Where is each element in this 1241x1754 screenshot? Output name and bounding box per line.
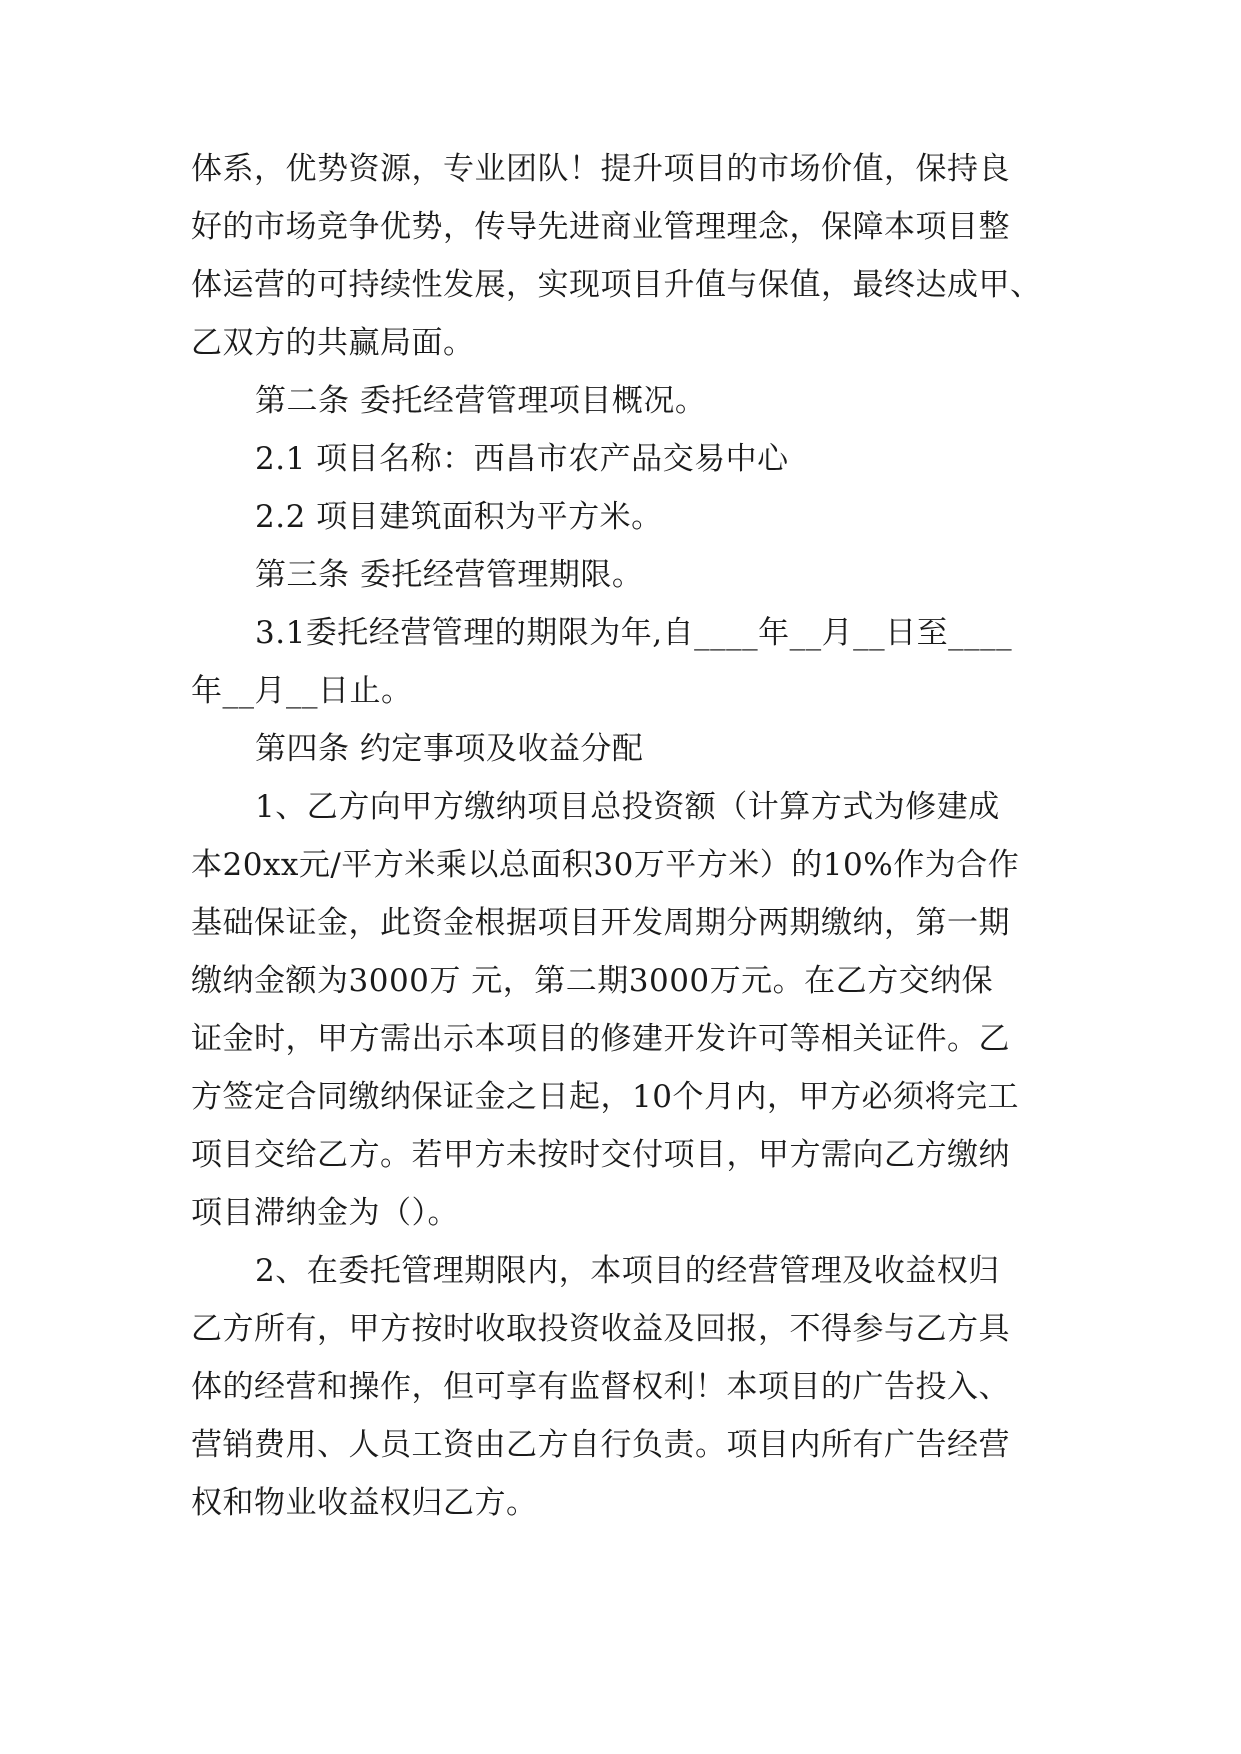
paragraph-line: 1、乙方向甲方缴纳项目总投资额（计算方式为修建成 (255, 789, 1000, 825)
paragraph-line: 体的经营和操作，但可享有监督权利！本项目的广告投入、 (191, 1369, 1010, 1405)
paragraph-line: 缴纳金额为3000万 元，第二期3000万元。在乙方交纳保 (191, 963, 994, 999)
paragraph-line: 体运营的可持续性发展，实现项目升值与保值，最终达成甲、 (191, 267, 1042, 303)
paragraph-line: 证金时，甲方需出示本项目的修建开发许可等相关证件。乙 (191, 1021, 1010, 1057)
paragraph-line: 乙方所有，甲方按时收取投资收益及回报，不得参与乙方具 (191, 1311, 1010, 1347)
paragraph-line: 营销费用、人员工资由乙方自行负责。项目内所有广告经营 (191, 1427, 1010, 1463)
paragraph-line: 2、在委托管理期限内，本项目的经营管理及收益权归 (255, 1253, 1000, 1289)
paragraph-line: 体系，优势资源，专业团队！提升项目的市场价值，保持良 (191, 151, 1010, 187)
paragraph-line: 项目交给乙方。若甲方未按时交付项目，甲方需向乙方缴纳 (191, 1137, 1010, 1173)
paragraph-line: 2.1 项目名称：西昌市农产品交易中心 (255, 441, 789, 477)
paragraph-line: 方签定合同缴纳保证金之日起，10个月内，甲方必须将完工 (191, 1079, 1019, 1115)
paragraph-line: 好的市场竞争优势，传导先进商业管理理念，保障本项目整 (191, 209, 1010, 245)
section-heading: 第四条 约定事项及收益分配 (255, 731, 644, 767)
paragraph-line: 2.2 项目建筑面积为平方米。 (255, 499, 663, 535)
paragraph-line: 基础保证金，此资金根据项目开发周期分两期缴纳，第一期 (191, 905, 1010, 941)
paragraph-line: 乙双方的共赢局面。 (191, 325, 475, 361)
section-heading: 第三条 委托经营管理期限。 (255, 557, 644, 593)
paragraph-line: 项目滞纳金为（）。 (191, 1195, 459, 1231)
paragraph-line: 3.1委托经营管理的期限为年,自____年__月__日至____ (255, 615, 1013, 651)
paragraph-line: 年__月__日止。 (191, 673, 413, 709)
section-heading: 第二条 委托经营管理项目概况。 (255, 383, 707, 419)
paragraph-line: 本20xx元/平方米乘以总面积30万平方米）的10%作为合作 (191, 847, 1020, 883)
paragraph-line: 权和物业收益权归乙方。 (191, 1485, 538, 1521)
